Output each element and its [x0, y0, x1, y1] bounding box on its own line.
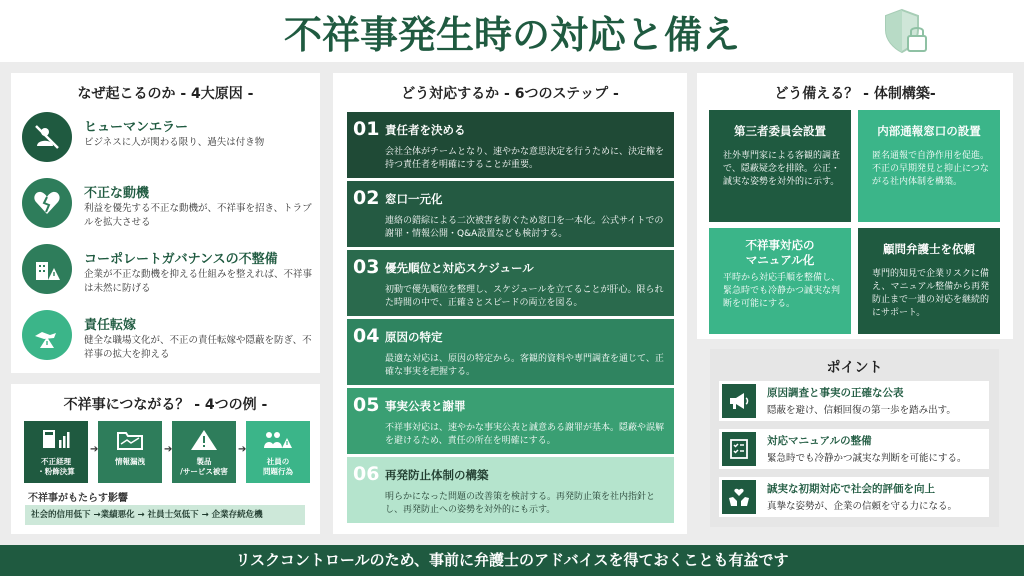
step-desc: 初動で優先順位を整理し、スケジュールを立てることが肝心。限られた時間の中で、正確さとスピードの両立を図る。 [385, 285, 664, 308]
arrow-right-icon: ➔ [90, 444, 99, 455]
points-heading: ポイント [826, 360, 883, 376]
cause-title: コーポレートガバナンスの不整備 [84, 252, 278, 267]
cause-title: 責任転嫁 [84, 318, 137, 333]
people-warning-icon [246, 427, 310, 453]
point-title: 誠実な初期対応で社会的評価を向上 [767, 483, 935, 495]
step-desc: 会社全体がチームとなり、速やかな意思決定を行うために、決定権を持つ責任者を明確にすることが重要。 [385, 147, 665, 170]
box-desc: 専門的知見で企業リスクに備え、マニュアル整備から再発防止まで一連の対応を継続的にサポート。 [872, 269, 990, 318]
footer-banner: リスクコントロールのため、事前に弁護士のアドバイスを得ておくことも有益です [0, 545, 1024, 576]
cause-desc: 利益を優先する不正な動機が、不祥事を招き、トラブルを拡大させる [84, 203, 312, 228]
point-title: 原因調査と事実の正確な公表 [767, 387, 904, 399]
no-person-icon [22, 112, 72, 162]
hands-heart-icon [722, 480, 756, 514]
prepare-heading: どう備える？ - 体制構築- [774, 86, 936, 102]
impact-chain: 社会的信用低下 →業績悪化 → 社員士気低下 → 企業存続危機 [25, 505, 305, 525]
step-item [347, 319, 674, 385]
example-tile [246, 421, 310, 483]
step-item [347, 112, 674, 178]
shield-lock-icon [880, 6, 932, 58]
cause-item [22, 112, 312, 172]
point-item [719, 477, 989, 517]
example-label: 不正経理 ・粉飾決算 [37, 457, 75, 476]
building-warning-icon [22, 244, 72, 294]
box-title: 不祥事対応の マニュアル化 [745, 238, 815, 267]
step-desc: 最適な対応は、原因の特定から。客観的資料や専門調査を通じて、正確な事実を把握する。 [385, 354, 664, 377]
step-title: 優先順位と対応スケジュール [385, 261, 534, 275]
causes-heading: なぜ起こるのか - 4大原因 - [77, 86, 254, 102]
point-desc: 緊急時でも冷静かつ誠実な判断を可能にする。 [767, 453, 967, 464]
step-number: 05 [353, 394, 380, 416]
example-tile [24, 421, 88, 483]
folder-leak-icon [98, 427, 162, 453]
step-title: 窓口一元化 [385, 192, 443, 206]
arrow-right-icon: ➔ [238, 444, 247, 455]
step-number: 01 [353, 118, 380, 140]
cause-desc: ビジネスに人が関わる限り、過失は付き物 [84, 137, 265, 148]
step-title: 再発防止体制の構築 [385, 468, 489, 482]
step-number: 03 [353, 256, 380, 278]
box-desc: 社外専門家による客観的調査で、隠蔽疑念を排除。公正・誠実な姿勢を対外的に示す。 [723, 151, 841, 187]
cause-item [22, 310, 312, 370]
point-desc: 隠蔽を避け、信頼回復の第一歩を踏み出す。 [767, 405, 956, 416]
calculator-chart-icon [24, 427, 88, 453]
example-label: 製品 /サービス被害 [180, 457, 228, 476]
page-title: 不祥事発生時の対応と備え [283, 12, 740, 57]
cause-desc: 企業が不正な動機を抑える仕組みを整えれば、不祥事は未然に防げる [84, 269, 313, 294]
megaphone-icon [722, 384, 756, 418]
box-title: 内部通報窓口の設置 [877, 124, 981, 138]
step-item [347, 181, 674, 247]
example-tile [172, 421, 236, 483]
step-desc: 不祥事対応は、速やかな事実公表と誠意ある謝罪が基本。隠蔽や誤解を避けるため、責任の所在を明確にする。 [385, 423, 665, 446]
example-label: 社員の 問題行為 [263, 457, 293, 476]
step-item [347, 250, 674, 316]
step-item [347, 388, 674, 454]
step-number: 02 [353, 187, 380, 209]
point-title: 対応マニュアルの整備 [767, 435, 872, 447]
examples-heading: 不祥事につながる？ - 4つの例 - [63, 397, 268, 413]
box-title: 第三者委員会設置 [734, 124, 826, 138]
warning-icon [172, 427, 236, 453]
example-tile [98, 421, 162, 483]
cause-title: ヒューマンエラー [84, 120, 189, 135]
checklist-icon [722, 432, 756, 466]
cause-title: 不正な動機 [84, 186, 150, 201]
step-title: 事実公表と謝罪 [385, 399, 466, 413]
point-item [719, 429, 989, 469]
broken-heart-icon [22, 178, 72, 228]
header [0, 0, 1024, 62]
hand-warning-icon [22, 310, 72, 360]
step-desc: 連絡の錯綜による二次被害を防ぐため窓口を一本化。公式サイトでの謝罪・情報公開・Q&A設置なども検討する。 [385, 216, 664, 239]
example-label: 情報漏洩 [115, 457, 145, 466]
cause-desc: 健全な職場文化が、不正の責任転嫁や隠蔽を防ぎ、不祥事の拡大を抑える [84, 335, 312, 360]
step-title: 原因の特定 [385, 330, 443, 344]
steps-heading: どう対応するか - 6つのステップ - [401, 86, 619, 102]
step-number: 06 [353, 463, 380, 485]
box-desc: 平時から対応手順を整備し、緊急時でも冷静かつ誠実な判断を可能にする。 [723, 273, 841, 309]
prepare-box [858, 110, 1000, 222]
box-desc: 匿名通報で自浄作用を促進。不正の早期発見と抑止につながる社内体制を構築。 [872, 151, 990, 187]
prepare-box [709, 110, 851, 222]
step-number: 04 [353, 325, 380, 347]
point-desc: 真摯な姿勢が、企業の信頼を守る力になる。 [767, 501, 958, 512]
cause-item [22, 244, 312, 304]
prepare-box [858, 228, 1000, 334]
box-title: 顧問弁護士を依頼 [883, 242, 975, 256]
step-item [347, 457, 674, 523]
impact-title: 不祥事がもたらす影響 [28, 493, 128, 504]
arrow-right-icon: ➔ [164, 444, 173, 455]
step-desc: 明らかになった問題の改善策を検討する。再発防止策を社内指針とし、再発防止への姿勢を対外的にも示す。 [385, 492, 656, 515]
cause-item [22, 178, 312, 238]
prepare-box [709, 228, 851, 334]
step-title: 責任者を決める [385, 123, 466, 137]
point-item [719, 381, 989, 421]
